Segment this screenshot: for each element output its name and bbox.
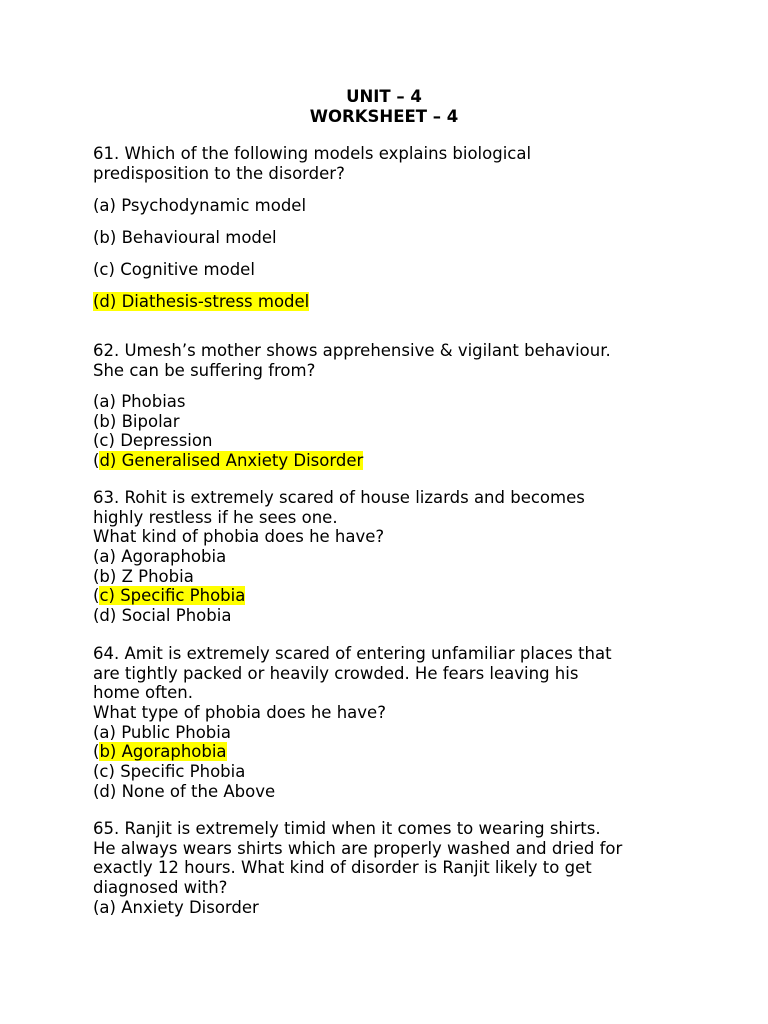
option-61-a: (a) Psychodynamic model <box>93 196 307 215</box>
option-63-c-answer: (c) Specific Phobia <box>93 586 246 606</box>
highlighted-answer: c) Specific Phobia <box>99 586 246 606</box>
question-62-options <box>93 392 693 471</box>
question-61 <box>93 144 693 183</box>
question-63 <box>93 488 693 626</box>
option-64-d: (d) None of the Above <box>93 781 276 801</box>
option-62-b: (b) Bipolar <box>93 411 180 431</box>
highlighted-answer: d) Generalised Anxiety Disorder <box>99 451 364 471</box>
question-65 <box>93 819 693 917</box>
question-stem-line: home often. <box>93 683 193 703</box>
question-stem-line: 62. Umesh’s mother shows apprehensive & vigilant behaviour. <box>93 341 611 360</box>
unit-heading: UNIT – 4 <box>346 87 422 106</box>
question-stem-line: exactly 12 hours. What kind of disorder is Ranjit likely to get <box>93 858 592 878</box>
option-62-c: (c) Depression <box>93 431 213 451</box>
question-stem-line: highly restless if he sees one. <box>93 507 338 527</box>
question-stem-line: 63. Rohit is extremely scared of house lizards and becomes <box>93 488 585 507</box>
question-stem-line: What type of phobia does he have? <box>93 703 386 723</box>
option-61-d-answer <box>93 292 693 312</box>
option-65-a: (a) Anxiety Disorder <box>93 897 259 917</box>
question-stem-line: diagnosed with? <box>93 878 228 898</box>
question-stem-line: She can be suffering from? <box>93 360 316 380</box>
option-63-d: (d) Social Phobia <box>93 606 232 626</box>
option-61-b: (b) Behavioural model <box>93 228 277 247</box>
question-stem-line: What kind of phobia does he have? <box>93 527 385 547</box>
option-62-a: (a) Phobias <box>93 392 186 411</box>
option-61-c: (c) Cognitive model <box>93 260 255 279</box>
worksheet-heading: WORKSHEET – 4 <box>309 107 459 126</box>
question-stem-line: He always wears shirts which are properly washed and dried for <box>93 838 623 858</box>
question-64 <box>93 644 693 802</box>
option-64-b-answer: (b) Agoraphobia <box>93 742 227 762</box>
question-stem-line: 65. Ranjit is extremely timid when it comes to wearing shirts. <box>93 819 601 838</box>
highlighted-answer: (d) Diathesis-stress model <box>93 292 310 311</box>
option-63-b: (b) Z Phobia <box>93 566 194 586</box>
highlighted-answer: b) Agoraphobia <box>99 742 227 762</box>
question-stem-line: predisposition to the disorder? <box>93 163 345 183</box>
question-stem-line: 61. Which of the following models explains biological <box>93 144 532 163</box>
question-62 <box>93 341 693 380</box>
option-64-c: (c) Specific Phobia <box>93 762 246 782</box>
question-stem-line: are tightly packed or heavily crowded. He fears leaving his <box>93 663 579 683</box>
option-64-a: (a) Public Phobia <box>93 722 231 742</box>
question-stem-line: 64. Amit is extremely scared of entering unfamiliar places that <box>93 644 612 663</box>
option-63-a: (a) Agoraphobia <box>93 547 227 567</box>
option-62-d-answer: (d) Generalised Anxiety Disorder <box>93 451 364 471</box>
